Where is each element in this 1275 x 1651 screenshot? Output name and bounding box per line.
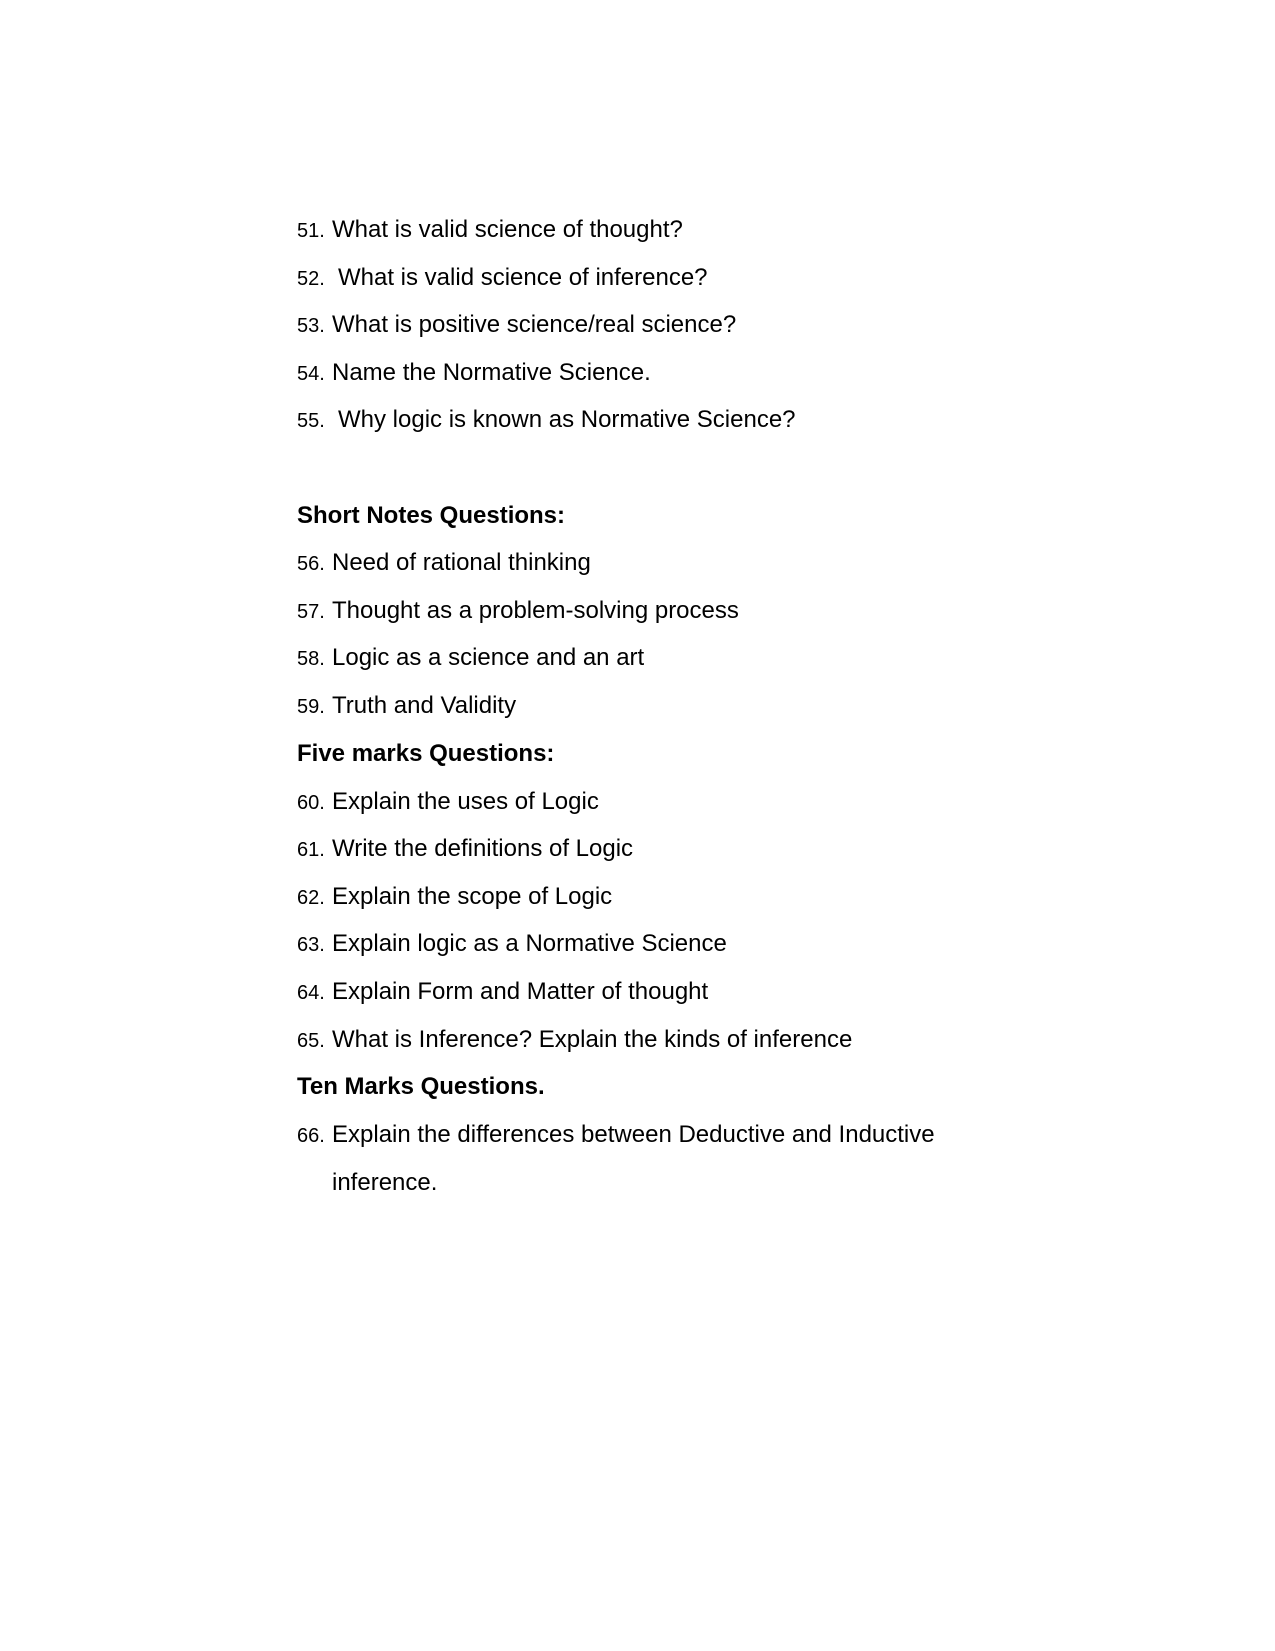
list-item <box>297 305 736 345</box>
item-text: Write the definitions of Logic <box>332 835 634 862</box>
item-number: 61. <box>297 839 325 861</box>
item-text: What is valid science of thought? <box>332 216 683 243</box>
list-item <box>297 782 599 822</box>
list-item <box>297 924 727 964</box>
item-number: 56. <box>297 553 325 575</box>
list-item <box>297 1115 935 1155</box>
list-item <box>297 353 651 393</box>
item-number: 63. <box>297 934 325 956</box>
item-text: Thought as a problem-solving process <box>332 597 739 624</box>
section-heading-ten-marks: Ten Marks Questions. <box>297 1073 545 1100</box>
item-number: 57. <box>297 601 325 623</box>
item-number: 59. <box>297 696 325 718</box>
item-text: Explain the scope of Logic <box>332 883 613 910</box>
list-item <box>297 210 683 250</box>
list-item <box>297 877 612 917</box>
item-text: Name the Normative Science. <box>332 359 651 386</box>
item-text: Explain the uses of Logic <box>332 788 599 815</box>
item-text: Explain the differences between Deductive and Inductive <box>332 1121 935 1148</box>
item-number: 66. <box>297 1125 325 1147</box>
item-number: 53. <box>297 315 325 337</box>
document-page <box>297 0 1197 1651</box>
item-text: Why logic is known as Normative Science? <box>338 406 796 433</box>
list-item <box>297 638 644 678</box>
item-number: 54. <box>297 363 325 385</box>
item-text: Need of rational thinking <box>332 549 591 576</box>
section-heading-short-notes: Short Notes Questions: <box>297 502 566 529</box>
item-number: 60. <box>297 792 325 814</box>
item-number: 58. <box>297 648 325 670</box>
item-text: Truth and Validity <box>332 692 517 719</box>
item-text: What is positive science/real science? <box>332 311 737 338</box>
item-number: 52. <box>297 268 325 290</box>
list-item <box>297 829 633 869</box>
list-item <box>297 686 516 726</box>
item-text: Explain logic as a Normative Science <box>332 930 727 957</box>
item-text: Explain Form and Matter of thought <box>332 978 709 1005</box>
list-item <box>297 1020 852 1060</box>
section-heading-five-marks: Five marks Questions: <box>297 740 555 767</box>
list-item <box>297 972 708 1012</box>
item-text: What is valid science of inference? <box>338 264 708 291</box>
list-item <box>297 258 708 298</box>
list-item <box>297 400 796 440</box>
list-item <box>297 543 591 583</box>
item-number: 65. <box>297 1030 325 1052</box>
item-number: 51. <box>297 220 325 242</box>
list-item-continuation <box>297 1163 437 1203</box>
item-text: Logic as a science and an art <box>332 644 645 671</box>
item-number: 62. <box>297 887 325 909</box>
list-item <box>297 591 739 631</box>
item-number: 64. <box>297 982 325 1004</box>
item-text: What is Inference? Explain the kinds of inference <box>332 1026 853 1053</box>
item-text-continuation: inference. <box>332 1169 438 1196</box>
item-number: 55. <box>297 410 325 432</box>
